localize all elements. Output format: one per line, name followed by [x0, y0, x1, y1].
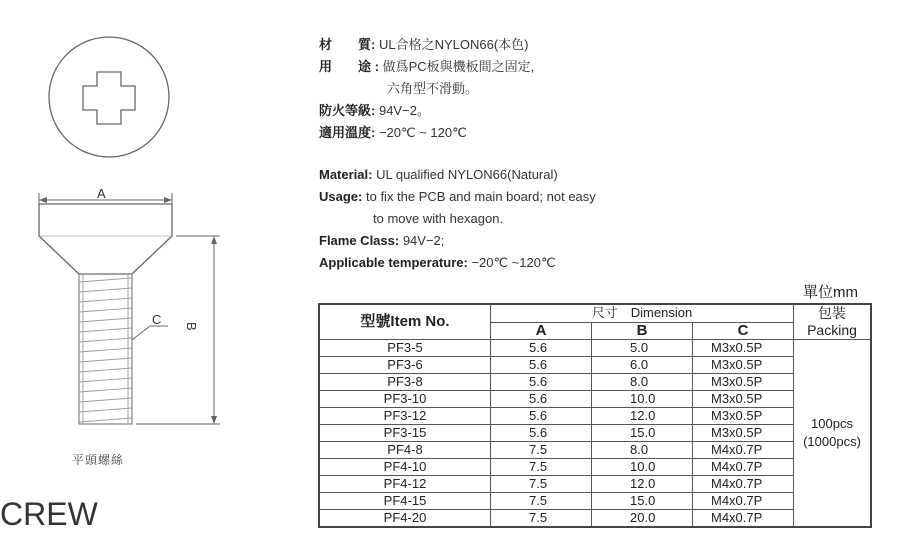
screw-drawing-svg: [0, 0, 300, 538]
table-row: [319, 442, 871, 459]
dimension-b-cell: 6.0: [592, 357, 693, 374]
item-cell: PF4-20: [319, 510, 491, 528]
dimension-b-cell: 5.0: [592, 340, 693, 357]
item-cell: PF3-15: [319, 425, 491, 442]
dimension-b-cell: 12.0: [592, 476, 693, 493]
header-packing-en: Packing: [807, 322, 857, 338]
table-row: [319, 374, 871, 391]
usage-value-zh-2: 六角型不滑動。: [387, 81, 479, 96]
screw-thread: [79, 274, 132, 424]
packing-cell: [794, 340, 872, 528]
flame-label-zh: 防火等級:: [319, 103, 376, 118]
flame-value-zh: 94V−2。: [378, 103, 430, 118]
item-cell: PF3-10: [319, 391, 491, 408]
dimension-c-cell: M4x0.7P: [693, 442, 794, 459]
spec-block-chinese: [319, 34, 534, 144]
table-row: [319, 459, 871, 476]
dimension-c-label: C: [152, 312, 162, 327]
title-fragment: CREW: [0, 496, 98, 532]
item-cell: PF3-8: [319, 374, 491, 391]
item-cell: PF4-15: [319, 493, 491, 510]
table-row: [319, 391, 871, 408]
item-cell: PF3-5: [319, 340, 491, 357]
temp-label-en: Applicable temperature:: [319, 255, 468, 270]
screw-head-top-view: [49, 37, 169, 157]
table-row: [319, 476, 871, 493]
material-label-zh: 材 質:: [319, 37, 376, 52]
dimension-c-cell: M3x0.5P: [693, 374, 794, 391]
table-row: [319, 493, 871, 510]
usage-value-zh-1: 做爲PC板與機板間之固定,: [382, 59, 535, 74]
usage-value-en-1: to fix the PCB and main board; not easy: [365, 189, 596, 204]
flame-label-en: Flame Class:: [319, 233, 400, 248]
material-value-zh: UL合格之NYLON66(本色): [378, 37, 529, 52]
material-label-en: Material:: [319, 167, 373, 182]
usage-label-zh: 用 途 :: [319, 59, 379, 74]
temp-value-zh: −20℃ ~ 120℃: [378, 125, 467, 140]
flame-value-en: 94V−2;: [402, 233, 445, 248]
item-cell: PF4-10: [319, 459, 491, 476]
temp-label-zh: 適用溫度:: [319, 125, 376, 140]
usage-label-en: Usage:: [319, 189, 363, 204]
item-cell: PF4-8: [319, 442, 491, 459]
dimension-a-cell: 5.6: [491, 391, 592, 408]
dimension-a-cell: 5.6: [491, 408, 592, 425]
dimension-b-cell: 8.0: [592, 442, 693, 459]
unit-label: 單位mm: [803, 284, 858, 301]
packing-quantity-bulk: (1000pcs): [803, 434, 861, 449]
table-row: [319, 340, 871, 357]
dimension-a-cell: 5.6: [491, 425, 592, 442]
dimension-c-cell: M4x0.7P: [693, 510, 794, 528]
item-cell: PF4-12: [319, 476, 491, 493]
drawing-caption: 平頭螺絲: [72, 453, 125, 467]
phillips-cross-icon: [83, 72, 135, 124]
table-row: [319, 357, 871, 374]
item-cell: PF3-12: [319, 408, 491, 425]
dimension-c-cell: M3x0.5P: [693, 340, 794, 357]
dimension-c-cell: M4x0.7P: [693, 476, 794, 493]
dimension-c-cell: M4x0.7P: [693, 493, 794, 510]
dimension-a-cell: 7.5: [491, 476, 592, 493]
screw-drawing: [0, 0, 300, 538]
table-row: [319, 408, 871, 425]
dimension-a-cell: 7.5: [491, 493, 592, 510]
header-a: A: [491, 322, 592, 340]
dimension-table: [318, 303, 872, 528]
usage-value-en-2: to move with hexagon.: [373, 211, 504, 226]
header-dimension: 尺寸 Dimension: [491, 304, 794, 322]
dimension-a-cell: 7.5: [491, 442, 592, 459]
header-b: B: [592, 322, 693, 340]
item-cell: PF3-6: [319, 357, 491, 374]
dimension-a-cell: 7.5: [491, 510, 592, 528]
dimension-c-cell: M4x0.7P: [693, 459, 794, 476]
dimension-b-cell: 12.0: [592, 408, 693, 425]
dimension-c-leader: [132, 326, 150, 340]
dimension-b-cell: 15.0: [592, 425, 693, 442]
dimension-b-cell: 10.0: [592, 391, 693, 408]
dimension-b-cell: 8.0: [592, 374, 693, 391]
dimension-c-cell: M3x0.5P: [693, 391, 794, 408]
header-item-no: 型號Item No.: [319, 304, 491, 340]
dimension-c-cell: M3x0.5P: [693, 408, 794, 425]
header-packing: [794, 304, 872, 340]
packing-quantity: 100pcs: [811, 416, 853, 431]
dimension-b-cell: 15.0: [592, 493, 693, 510]
dimension-a-cell: 5.6: [491, 374, 592, 391]
dimension-a-cell: 7.5: [491, 459, 592, 476]
dimension-a-cell: 5.6: [491, 357, 592, 374]
dimension-b-label: B: [184, 322, 199, 331]
dimension-c-cell: M3x0.5P: [693, 357, 794, 374]
table-row: [319, 425, 871, 442]
dimension-a-label: A: [97, 186, 106, 201]
dimension-c-cell: M3x0.5P: [693, 425, 794, 442]
dimension-a-cell: 5.6: [491, 340, 592, 357]
table-body: [319, 340, 871, 528]
table-row: [319, 510, 871, 528]
screw-head-side-view: [39, 204, 172, 274]
header-packing-zh: 包裝: [818, 305, 846, 321]
header-c: C: [693, 322, 794, 340]
dimension-b-cell: 10.0: [592, 459, 693, 476]
dimension-b-cell: 20.0: [592, 510, 693, 528]
temp-value-en: −20℃ ~120℃: [471, 255, 556, 270]
material-value-en: UL qualified NYLON66(Natural): [376, 167, 558, 182]
spec-block-english: [319, 164, 596, 274]
